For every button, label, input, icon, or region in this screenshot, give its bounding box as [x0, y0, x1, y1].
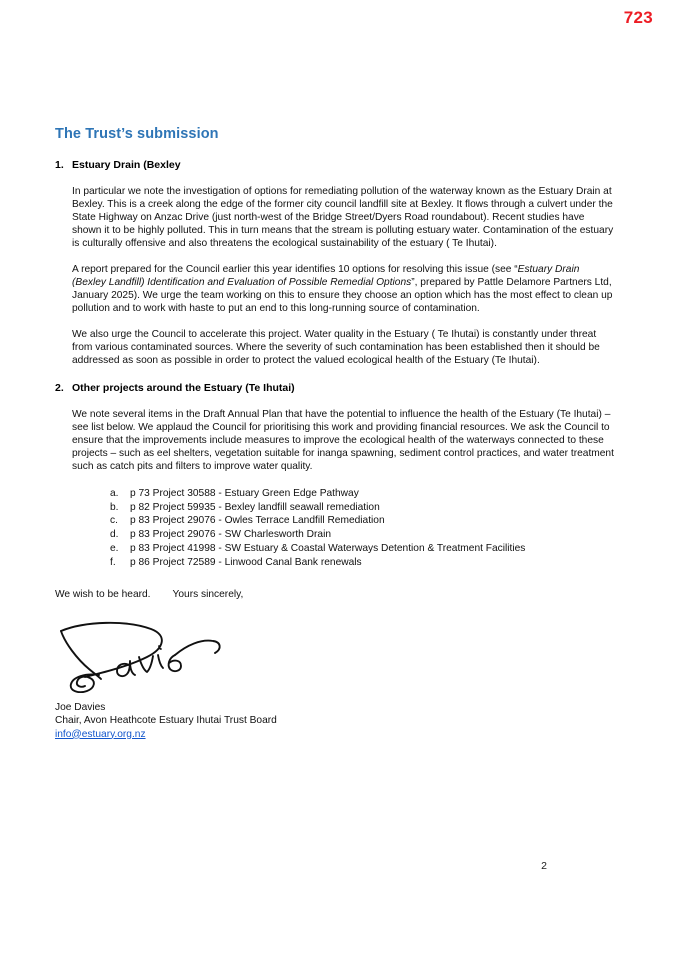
document-content — [55, 126, 615, 741]
section-2-body — [55, 408, 615, 473]
section-1-paragraph-2 — [72, 263, 615, 315]
report-citation-lead: A report prepared for the Council earlier this year identifies 10 options for resolving this issue (see “ — [72, 264, 518, 275]
list-item-text: p 73 Project 30588 - Estuary Green Edge Pathway — [130, 488, 359, 499]
list-item-text: p 86 Project 72589 - Linwood Canal Bank renewals — [130, 556, 362, 568]
email-link[interactable]: info@estuary.org.nz — [55, 728, 146, 740]
section-1-paragraph-3: We also urge the Council to accelerate this project. Water quality in the Estuary ( Te Ihutai) is constantly under threat from various contaminated sources. Where the severity of such contamination has been established then it should be addressed as soon as possible in order to protect the valued ecological health of the Estuary (Te Ihutai). — [72, 329, 600, 366]
list-marker: d. — [110, 529, 119, 541]
signoff-role: Chair, Avon Heathcote Estuary Ihutai Trust Board — [55, 715, 277, 727]
list-item — [110, 501, 615, 514]
report-title-italic: Estuary Drain (Bexley Landfill) Identification and Evaluation of Possible Remedial Options — [72, 264, 580, 288]
section-1-number: 1. — [55, 159, 64, 171]
list-item — [110, 514, 615, 527]
list-marker: f. — [110, 556, 116, 568]
list-item-text: p 83 Project 29076 - Owles Terrace Landfill Remediation — [130, 515, 385, 527]
closing-line — [55, 588, 615, 601]
section-estuary-drain — [55, 159, 615, 367]
list-item-text: p 83 Project 29076 - SW Charlesworth Drain — [130, 529, 332, 541]
list-item — [110, 556, 615, 569]
list-item — [110, 542, 615, 555]
list-marker: a. — [110, 488, 119, 499]
section-1-heading — [55, 159, 615, 171]
signoff-block — [55, 701, 615, 741]
list-item-text: p 82 Project 59935 - Bexley landfill seawall remediation — [130, 501, 380, 513]
valediction-text: Yours sincerely, — [172, 588, 244, 600]
section-2-heading — [55, 382, 615, 394]
signoff-name: Joe Davies — [55, 701, 106, 713]
section-1-paragraph-1: In particular we note the investigation of options for remediating pollution of the waterway known as the Estuary Drain at Bexley. This is a creek along the edge of the former city council landfill site at Bexley. It flows through a culvert under the State Highway on Anzac Drive (just north-west of the Bridge Street/Dyers Road roundabout). Recent studies have shown it to be highly polluted. This in turn means that the stream is polluting estuary water. Contamination of the estuary is culturally offensive and also threatens the ecological sustainability of the estuary ( Te Ihutai). — [72, 186, 614, 249]
project-list — [55, 487, 615, 569]
list-item-text: p 83 Project 41998 - SW Estuary & Coastal Waterways Detention & Treatment Facilities — [130, 542, 526, 554]
list-item — [110, 487, 615, 500]
hearing-request-text: We wish to be heard. — [55, 588, 151, 600]
report-citation-tail: ”, prepared by Pattle Delamore Partners Ltd, January 2025). We urge the team working on this to ensure they choose an option which has the most effect to clean up pollution and to work with haste to put an end to this long-running source of contamination. — [72, 277, 613, 314]
section-2-paragraph-1: We note several items in the Draft Annual Plan that have the potential to influence the health of the Estuary (Te Ihutai) – see list below. We applaud the Council for prioritising this work and providing financial resources. We ask the Council to ensure that the improvements include measures to improve the ecological health of the waterways connected to these projects – such as eel shelters, vegetation suitable for inanga spawning, sediment control practices, and water treatment such as catch pits and filters to improve water quality. — [72, 409, 614, 472]
list-marker: c. — [110, 515, 118, 527]
section-1-title: Estuary Drain (Bexley — [72, 159, 181, 171]
list-marker: b. — [110, 501, 119, 513]
section-1-body — [55, 185, 615, 367]
section-2-title: Other projects around the Estuary (Te Ihutai) — [72, 382, 295, 394]
submission-stamp-number: 723 — [623, 8, 653, 27]
section-2-number: 2. — [55, 382, 64, 394]
section-other-projects — [55, 382, 615, 473]
list-marker: e. — [110, 542, 119, 554]
signature-icon — [55, 615, 230, 693]
page-number: 2 — [541, 860, 547, 872]
list-item — [110, 528, 615, 541]
page-title: The Trust’s submission — [55, 126, 219, 142]
signature — [55, 615, 615, 693]
